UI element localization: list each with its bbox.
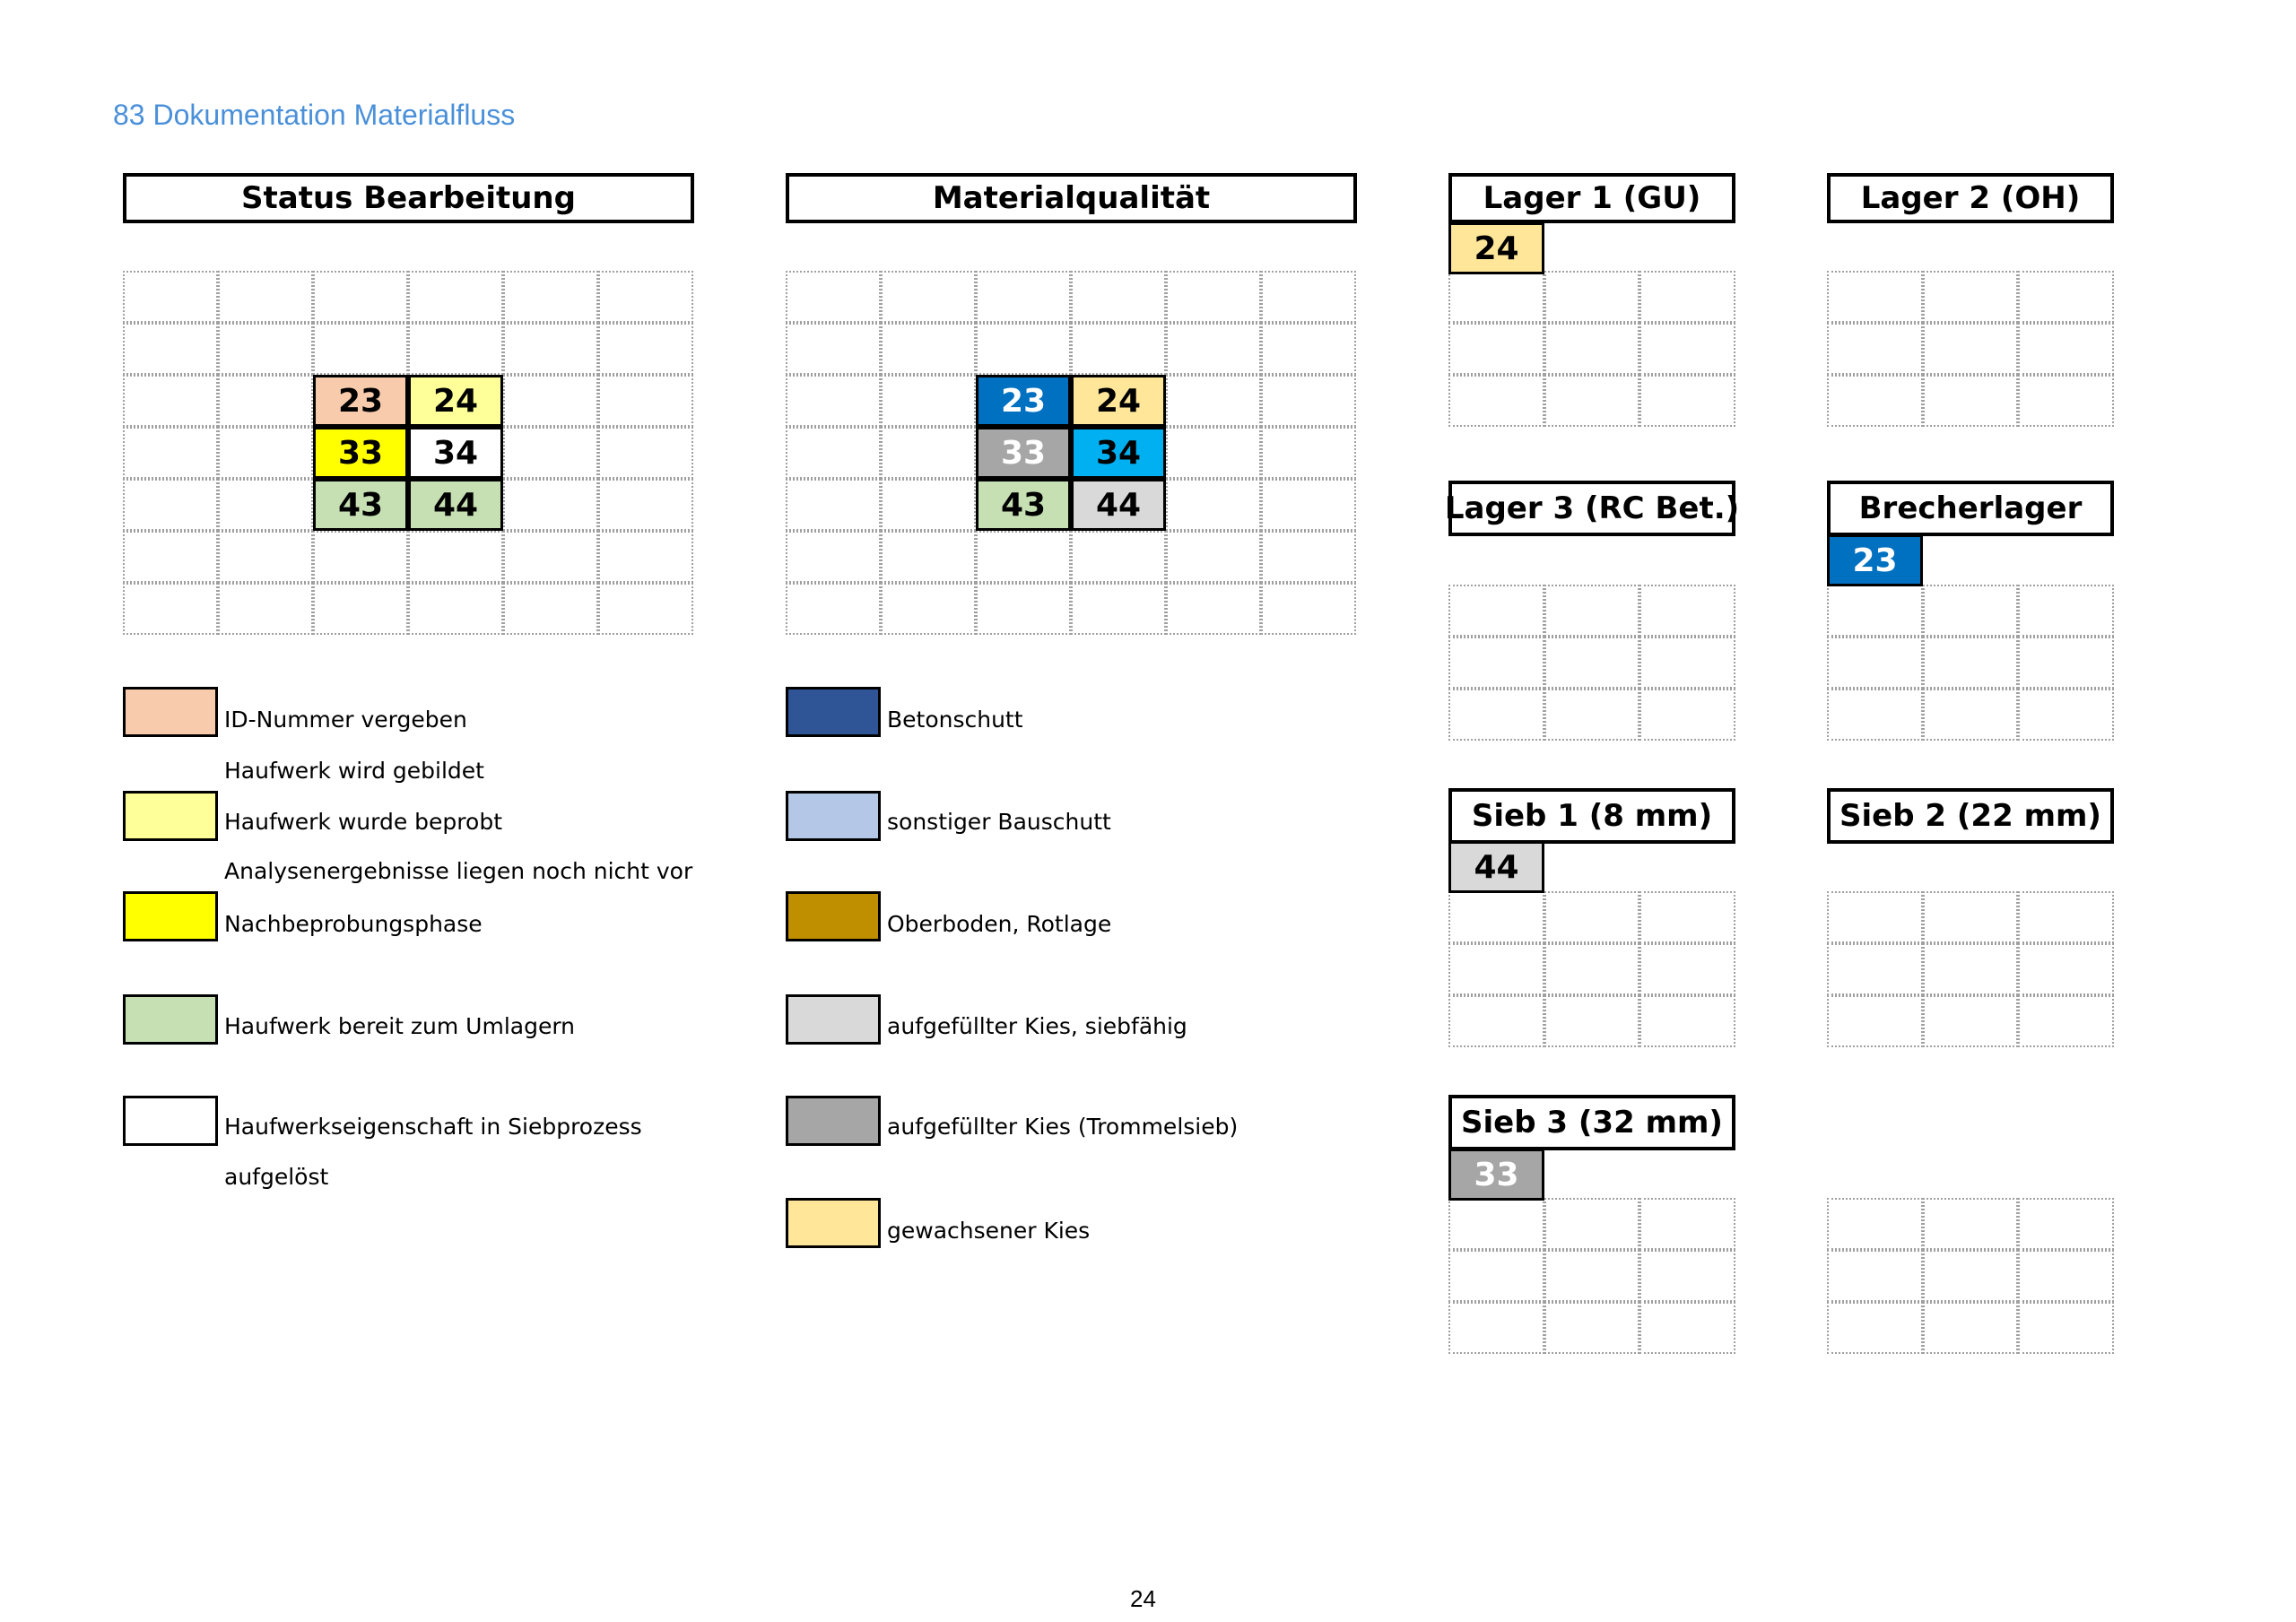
storage-cell	[1827, 323, 1923, 375]
grid-cell	[1166, 531, 1261, 583]
storage-cell	[1639, 891, 1735, 943]
storage-title-sieb-2: Sieb 2 (22 mm)	[1827, 788, 2114, 844]
grid-cell	[503, 479, 598, 531]
grid-cell	[1166, 427, 1261, 479]
grid-cell	[1166, 583, 1261, 635]
grid-cell	[313, 583, 408, 635]
storage-cell	[1448, 375, 1544, 427]
storage-cell	[1448, 585, 1544, 637]
page-heading: 83 Dokumentation Materialfluss	[113, 99, 516, 131]
legend-text: Analysenergebnisse liegen noch nicht vor	[224, 858, 693, 884]
storage-cell	[1544, 1198, 1640, 1250]
grid-cell	[313, 323, 408, 375]
grid-cell	[881, 427, 976, 479]
legend-swatch-bauschutt	[786, 791, 881, 841]
legend-swatch-kies-siebfaehig	[786, 994, 881, 1045]
storage-cell	[1827, 1198, 1923, 1250]
quality-grid	[786, 271, 1356, 635]
page-number: 24	[1130, 1585, 1156, 1612]
legend-text: ID-Nummer vergeben	[224, 707, 467, 733]
legend-text: Haufwerk wird gebildet	[224, 758, 484, 784]
grid-cell	[976, 531, 1071, 583]
pile-cell-44: 44	[1071, 479, 1166, 531]
pile-cell-44: 44	[408, 479, 503, 531]
storage-cell	[1923, 375, 2019, 427]
storage-cell	[1448, 943, 1544, 995]
grid-cell	[123, 323, 218, 375]
pile-cell-24: 24	[408, 375, 503, 427]
legend-swatch-siebprozess	[123, 1096, 218, 1146]
storage-cell	[1544, 1302, 1640, 1354]
pile-cell-43: 43	[976, 479, 1071, 531]
legend-text: Nachbeprobungsphase	[224, 911, 483, 937]
grid-cell	[786, 531, 881, 583]
storage-cell	[1639, 585, 1735, 637]
grid-cell	[1071, 323, 1166, 375]
grid-cell	[408, 583, 503, 635]
grid-cell	[881, 375, 976, 427]
storage-cell	[1639, 375, 1735, 427]
pile-cell-23: 23	[976, 375, 1071, 427]
legend-swatch-gewachsener-kies	[786, 1198, 881, 1248]
storage-cell	[1544, 585, 1640, 637]
legend-text: sonstiger Bauschutt	[887, 809, 1111, 835]
grid-cell	[1261, 323, 1356, 375]
legend-swatch-kies-trommelsieb	[786, 1096, 881, 1146]
grid-cell	[503, 531, 598, 583]
grid-cell	[976, 323, 1071, 375]
storage-title-lager-2: Lager 2 (OH)	[1827, 173, 2114, 223]
legend-swatch-umlagern	[123, 994, 218, 1045]
storage-cell	[1448, 323, 1544, 375]
grid-cell	[1261, 271, 1356, 323]
storage-cell	[1923, 271, 2019, 323]
pile-cell-24: 24	[1071, 375, 1166, 427]
storage-cell	[1448, 637, 1544, 689]
storage-cell	[1923, 323, 2019, 375]
grid-cell	[218, 479, 313, 531]
grid-cell	[881, 271, 976, 323]
grid-cell	[503, 583, 598, 635]
grid-cell	[786, 323, 881, 375]
grid-cell	[218, 583, 313, 635]
grid-cell	[218, 271, 313, 323]
grid-cell	[218, 375, 313, 427]
storage-cell	[1448, 1198, 1544, 1250]
storage-cell	[1448, 271, 1544, 323]
grid-cell	[598, 323, 693, 375]
grid-cell	[786, 479, 881, 531]
storage-cell	[1544, 375, 1640, 427]
storage-cell	[2018, 1302, 2114, 1354]
storage-grid-lager-2	[1827, 271, 2114, 427]
storage-grid-sieb-2	[1827, 891, 2114, 1047]
storage-cell	[1639, 1250, 1735, 1302]
legend-text: Haufwerk bereit zum Umlagern	[224, 1013, 576, 1039]
grid-cell	[976, 583, 1071, 635]
storage-tag-sieb-1: 44	[1448, 841, 1544, 893]
storage-cell	[1827, 891, 1923, 943]
storage-cell	[1544, 943, 1640, 995]
grid-cell	[1166, 323, 1261, 375]
grid-cell	[881, 531, 976, 583]
grid-cell	[123, 375, 218, 427]
storage-cell	[2018, 637, 2114, 689]
storage-cell	[1544, 995, 1640, 1047]
storage-grid-brecherlager	[1827, 585, 2114, 741]
storage-cell	[1923, 585, 2019, 637]
grid-cell	[503, 323, 598, 375]
storage-cell	[1544, 689, 1640, 741]
storage-cell	[1827, 995, 1923, 1047]
storage-cell	[1923, 689, 2019, 741]
storage-cell	[1923, 943, 2019, 995]
storage-grid-lager-3	[1448, 585, 1735, 741]
grid-cell	[786, 271, 881, 323]
storage-cell	[1544, 271, 1640, 323]
storage-cell	[2018, 995, 2114, 1047]
legend-swatch-oberboden	[786, 891, 881, 941]
storage-cell	[1639, 995, 1735, 1047]
storage-cell	[1923, 1250, 2019, 1302]
grid-cell	[1261, 375, 1356, 427]
legend-text: aufgefüllter Kies (Trommelsieb)	[887, 1114, 1239, 1140]
legend-text: Haufwerk wurde beprobt	[224, 809, 502, 835]
grid-cell	[786, 583, 881, 635]
grid-cell	[1261, 583, 1356, 635]
storage-cell	[1448, 689, 1544, 741]
grid-cell	[598, 427, 693, 479]
grid-cell	[503, 375, 598, 427]
storage-tag-brecherlager: 23	[1827, 534, 1923, 586]
legend-swatch-nachbeprobung	[123, 891, 218, 941]
storage-cell	[1639, 1198, 1735, 1250]
pile-cell-34: 34	[1071, 427, 1166, 479]
grid-cell	[123, 531, 218, 583]
storage-cell	[1639, 323, 1735, 375]
storage-cell	[1923, 1198, 2019, 1250]
grid-cell	[598, 271, 693, 323]
storage-cell	[1827, 271, 1923, 323]
grid-cell	[1071, 271, 1166, 323]
grid-cell	[881, 323, 976, 375]
grid-cell	[786, 427, 881, 479]
storage-cell	[2018, 323, 2114, 375]
storage-cell	[1544, 1250, 1640, 1302]
storage-cell	[1448, 995, 1544, 1047]
storage-cell	[2018, 943, 2114, 995]
storage-cell	[2018, 891, 2114, 943]
grid-cell	[1071, 583, 1166, 635]
grid-cell	[1261, 479, 1356, 531]
storage-cell	[1827, 689, 1923, 741]
grid-cell	[218, 531, 313, 583]
grid-cell	[218, 427, 313, 479]
storage-grid-extra	[1827, 1198, 2114, 1354]
storage-cell	[1544, 323, 1640, 375]
grid-cell	[1261, 531, 1356, 583]
legend-text: Oberboden, Rotlage	[887, 911, 1112, 937]
grid-cell	[408, 323, 503, 375]
grid-cell	[1071, 531, 1166, 583]
pile-cell-33: 33	[976, 427, 1071, 479]
storage-cell	[1827, 585, 1923, 637]
storage-cell	[1639, 637, 1735, 689]
grid-cell	[1166, 271, 1261, 323]
storage-title-lager-3: Lager 3 (RC Bet.)	[1448, 481, 1735, 536]
storage-title-sieb-1: Sieb 1 (8 mm)	[1448, 788, 1735, 844]
storage-cell	[2018, 271, 2114, 323]
grid-cell	[408, 531, 503, 583]
storage-cell	[1448, 1250, 1544, 1302]
storage-cell	[1827, 943, 1923, 995]
storage-cell	[2018, 689, 2114, 741]
grid-cell	[1261, 427, 1356, 479]
storage-cell	[1827, 1250, 1923, 1302]
grid-cell	[123, 583, 218, 635]
storage-cell	[1827, 375, 1923, 427]
grid-cell	[313, 531, 408, 583]
grid-cell	[598, 479, 693, 531]
storage-cell	[1639, 943, 1735, 995]
storage-cell	[1639, 1302, 1735, 1354]
storage-cell	[1639, 271, 1735, 323]
storage-tag-sieb-3: 33	[1448, 1149, 1544, 1201]
grid-cell	[786, 375, 881, 427]
grid-cell	[598, 375, 693, 427]
storage-cell	[1923, 1302, 2019, 1354]
storage-title-lager-1: Lager 1 (GU)	[1448, 173, 1735, 223]
legend-text: aufgelöst	[224, 1164, 329, 1190]
legend-text: aufgefüllter Kies, siebfähig	[887, 1013, 1187, 1039]
pile-cell-33: 33	[313, 427, 408, 479]
status-panel-title: Status Bearbeitung	[123, 173, 694, 223]
grid-cell	[123, 427, 218, 479]
pile-cell-34: 34	[408, 427, 503, 479]
legend-swatch-beprobt	[123, 791, 218, 841]
storage-tag-lager-1: 24	[1448, 222, 1544, 274]
storage-cell	[2018, 1250, 2114, 1302]
legend-swatch-betonschutt	[786, 687, 881, 737]
grid-cell	[1166, 375, 1261, 427]
storage-grid-sieb-1	[1448, 891, 1735, 1047]
grid-cell	[976, 271, 1071, 323]
storage-cell	[1639, 689, 1735, 741]
status-grid	[123, 271, 693, 635]
storage-cell	[1923, 637, 2019, 689]
legend-swatch-id-vergeben	[123, 687, 218, 737]
storage-cell	[1827, 637, 1923, 689]
grid-cell	[313, 271, 408, 323]
pile-cell-23: 23	[313, 375, 408, 427]
legend-text: gewachsener Kies	[887, 1218, 1091, 1244]
grid-cell	[881, 583, 976, 635]
grid-cell	[503, 427, 598, 479]
grid-cell	[123, 479, 218, 531]
storage-cell	[1448, 1302, 1544, 1354]
storage-grid-sieb-3	[1448, 1198, 1735, 1354]
storage-cell	[1923, 891, 2019, 943]
grid-cell	[598, 583, 693, 635]
storage-cell	[1544, 637, 1640, 689]
storage-cell	[1827, 1302, 1923, 1354]
grid-cell	[598, 531, 693, 583]
grid-cell	[218, 323, 313, 375]
grid-cell	[881, 479, 976, 531]
storage-cell	[1923, 995, 2019, 1047]
pile-cell-43: 43	[313, 479, 408, 531]
legend-text: Betonschutt	[887, 707, 1023, 733]
storage-cell	[2018, 585, 2114, 637]
storage-title-sieb-3: Sieb 3 (32 mm)	[1448, 1095, 1735, 1150]
storage-title-brecherlager: Brecherlager	[1827, 481, 2114, 536]
grid-cell	[1166, 479, 1261, 531]
storage-grid-lager-1	[1448, 271, 1735, 427]
storage-cell	[1448, 891, 1544, 943]
grid-cell	[408, 271, 503, 323]
grid-cell	[503, 271, 598, 323]
storage-cell	[1544, 891, 1640, 943]
grid-cell	[123, 271, 218, 323]
legend-text: Haufwerkseigenschaft in Siebprozess	[224, 1114, 642, 1140]
quality-panel-title: Materialqualität	[786, 173, 1357, 223]
storage-cell	[2018, 1198, 2114, 1250]
storage-cell	[2018, 375, 2114, 427]
